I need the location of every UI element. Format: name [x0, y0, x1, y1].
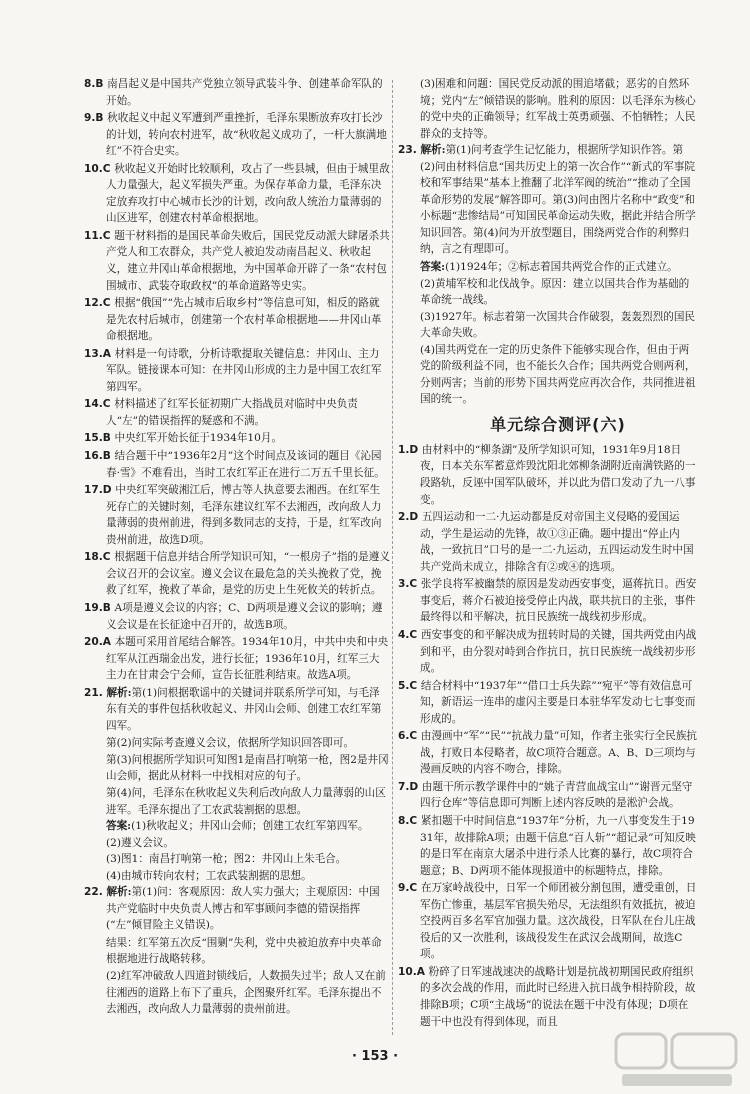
item-number: 8.C	[398, 814, 421, 827]
answer-continuation	[398, 342, 698, 408]
item-text: 张学良将军被幽禁的原因是发动西安事变，逼蒋抗日。西安事变后，蒋介石被迫接受停止内战，联共抗日的主张，事件最终得以和平解决，抗日民族统一战线初步形成。	[420, 578, 697, 624]
answer-continuation	[84, 735, 390, 752]
answer-item	[84, 482, 390, 548]
item-text: 根据“俄国”“先占城市后取乡村”等信息可知，相反的路就是先农村后城市，创建第一个农村革命根据地——井冈山革命根据地。	[106, 297, 382, 343]
item-number: 7.D	[398, 780, 422, 793]
answer-item	[84, 634, 390, 684]
item-text: 结合题干中“1936年2月”这个时间点及该词的题目《沁园春·雪》不难看出，当时工农红军正在进行二万五千里长征。	[106, 450, 385, 479]
item-number: 20.A	[84, 636, 115, 649]
item-text: 南昌起义是中国共产党独立领导武装斗争、创建革命军队的开始。	[106, 78, 383, 107]
answer-item	[84, 884, 390, 934]
item-number: 12.C	[84, 297, 115, 310]
answer-continuation	[84, 818, 390, 835]
item-number: 10.C	[84, 162, 115, 175]
item-text: 中央红军突破湘江后，博古等人执意要去湘西。在红军生死存亡的关键时刻，毛泽东建议红军不去湘西，改向敌人力量薄弱的贵州前进，得到多数同志的支持，于是，红军改向贵州前进，故选D项。	[106, 484, 382, 546]
item-number: 13.A	[84, 347, 115, 360]
item-number: 1.D	[398, 443, 422, 456]
item-text: (2)遵义会议。	[106, 836, 174, 849]
item-text: 第(1)问考查学生记忆能力，根据所学知识作答。第(2)问由材料信息“国共历史上的第一次合作”“新式的军事院校和军事结果”基本上推翻了北洋军阀的统治”“推动了全国革命形势的发展”解答即可。第(3)问由图片名称中“政变”和小标题“悲惨结局”可知国民革命运动失败，据此并结合所学知识回答。第(4)问为开放型题目，围绕两党合作的利弊归纳，言之有理即可。	[420, 144, 696, 256]
answer-item	[84, 346, 390, 396]
item-text: (3)图1：南昌打响第一枪；图2：井冈山上朱毛合。	[106, 853, 347, 866]
page-number: · 153 ·	[351, 1049, 399, 1064]
answer-continuation	[84, 851, 390, 868]
answer-continuation	[84, 835, 390, 852]
item-number: 3.C	[398, 578, 421, 591]
item-number: 16.B	[84, 450, 115, 463]
item-text: 材料描述了红军长征初期广大指战员对临时中央负责人“左”的错误指挥的疑惑和不满。	[106, 398, 358, 427]
item-label: 解析:	[106, 886, 132, 899]
watermark-logo-icon	[612, 1030, 742, 1090]
section-title: 单元综合测评(六)	[490, 414, 626, 434]
column-divider	[392, 80, 393, 1035]
item-text: 秋收起义中起义军遭到严重挫折，毛泽东果断放弃攻打长沙的计划，转向农村进军，故“秋收起义成功了，一杆大旗满地红”不符合史实。	[106, 112, 387, 158]
answer-label: 答案:	[420, 261, 446, 274]
answer-continuation	[84, 935, 390, 968]
answer-item	[398, 142, 698, 258]
answer-item	[398, 964, 698, 1030]
answer-item	[84, 600, 390, 633]
item-label: 解析:	[420, 144, 446, 157]
item-text: 在万家岭战役中，日军一个师团被分割包围，遭受重创，日军伤亡惨重，基层军官损失殆尽，无法组织有效抵抗，被迫空投两百多名军官加强力量。这次战役，日军队在台儿庄战役后的又一次胜利，该战役发生在武汉会战期间，故选C项。	[420, 882, 697, 961]
answer-item	[398, 442, 698, 508]
right-column-bottom	[398, 442, 698, 1030]
item-number: 22.	[84, 886, 107, 899]
item-text: 第(3)问根据所学知识可知图1是南昌打响第一枪，图2是井冈山会师，据此从材料一中找相对应的句子。	[106, 753, 389, 783]
answer-item	[84, 228, 390, 294]
item-text: (3)困难和问题：国民党反动派的围追堵截；恶劣的自然环境；党内“左”倾错误的影响。胜利的原因：以毛泽东为核心的党中央的正确领导；红军战士英勇顽强、不怕牺牲；人民群众的支持等。	[420, 78, 696, 140]
answer-continuation	[84, 752, 390, 785]
item-text: (2)红军冲破敌人四道封锁线后，人数损失过半；敌人又在前往湘西的道路上布下了重兵，企图聚歼红军。毛泽东提出不去湘西，改向敌人力量薄弱的贵州前进。	[106, 969, 386, 1016]
answer-item	[398, 627, 698, 677]
answer-item	[84, 430, 390, 447]
answer-continuation	[398, 76, 698, 142]
answer-item	[84, 76, 390, 109]
item-text: 材料是一句诗歌，分析诗歌提取关键信息：井冈山、主力军队。链接课本可知：在井冈山形成的主力是中国工农红军第四军。	[106, 347, 382, 393]
item-number: 5.C	[398, 679, 421, 692]
item-text: 五四运动和一二·九运动都是反对帝国主义侵略的爱国运动，学生是运动的先锋，故①③正确。题中提出“停止内战，一致抗日”口号的是一二·九运动，五四运动发生时中国共产党尚未成立，排除含有②或④的选项。	[420, 511, 694, 573]
answer-item	[398, 779, 698, 812]
item-text: (4)国共两党在一定的历史条件下能够实现合作，但由于两党的阶级利益不同，也不能长久合作；国共两党合则两利，分则两害；当前的形势下国共两党应再次合作，共同推进祖国的统一。	[420, 343, 696, 406]
item-text: 第(1)问根据歌谣中的关键词并联系所学可知，与毛泽东有关的事件包括秋收起义、井冈山会师、创建工农红军第四军。	[106, 686, 382, 732]
answer-item	[398, 678, 698, 728]
answer-continuation	[84, 868, 390, 885]
item-text: 题干材料指的是国民革命失败后，国民党反动派大肆屠杀共产党人和工农群众，共产党人被迫发动南昌起义、秋收起义，建立井冈山革命根据地，为中国革命开辟了一条“农村包围城市、武装夺取政权”的革命道路等史实。	[106, 229, 390, 292]
item-number: 9.B	[84, 112, 108, 125]
item-text: (2)黄埔军校和北伐战争。原因：建立以国共合作为基础的革命统一战线。	[420, 277, 690, 307]
item-text: 秋收起义开始时比较顺利，攻占了一些县城，但由于城里敌人力量强大，起义军损失严重。为保存革命力量，毛泽东决定放弃攻打中心城市长沙的计划，改向敌人统治力量薄弱的山区进军，创建农村革命根据地。	[106, 162, 390, 225]
item-number: 21.	[84, 686, 107, 699]
answer-continuation	[84, 968, 390, 1018]
answer-item	[84, 295, 390, 345]
item-number: 19.B	[84, 601, 115, 614]
item-number: 9.C	[398, 882, 421, 895]
answer-item	[84, 448, 390, 481]
item-text: 由漫画中“军”“民”“抗战力量”可知，作者主张实行全民族抗战，打败日本侵略者，故C项符合题意。A、B、D三项均与漫画反映的内容不吻合，排除。	[420, 730, 698, 776]
item-text: (1)1924年；②标志着国共两党合作的正式建立。	[445, 261, 678, 274]
item-text: 结合材料中“1937年”“借口士兵失踪”“宛平”等有效信息可知，新语运一连串的虚闪主要是日本驻华军发动七七事变而形成的。	[420, 679, 696, 725]
answer-continuation	[398, 309, 698, 342]
item-text: (4)由城市转向农村；工农武装割据的思想。	[106, 869, 312, 882]
answer-item	[398, 509, 698, 575]
right-column-top	[398, 76, 698, 408]
item-text: 结果：红军第五次反“围剿”失利，党中央被迫放弃中央革命根据地进行战略转移。	[106, 936, 382, 966]
item-text: (3)1927年。标志着第一次国共合作破裂，轰轰烈烈的国民大革命失败。	[420, 310, 696, 340]
item-label: 解析:	[106, 686, 132, 699]
item-number: 17.D	[84, 484, 116, 497]
item-text: 由题干所示教学课件中的“姚子青营血战宝山”“谢晋元坚守四行仓库”等信息即可判断上述内容反映的是淞沪会战。	[420, 780, 693, 810]
item-text: 中央红军开始长征于1934年10月。	[114, 432, 283, 445]
answer-item	[84, 110, 390, 160]
item-number: 6.C	[398, 730, 421, 743]
right-column	[398, 76, 698, 1031]
item-number: 4.C	[398, 628, 421, 641]
item-number: 23.	[398, 144, 421, 157]
item-number: 10.A	[398, 965, 429, 978]
item-number: 2.D	[398, 511, 422, 524]
answer-continuation	[398, 259, 698, 276]
answer-item	[84, 549, 390, 599]
item-text: 由材料中的“柳条湖”及所学知识可知，1931年9月18日夜，日本关东军蓄意炸毁沈阳北郊柳条湖附近南满铁路的一段路轨，反诬中国军队破坏，并以此为借口发动了九一八事变。	[420, 443, 696, 506]
item-text: 西安事变的和平解决成为扭转时局的关键，国共两党由内战到和平，由分裂对峙到合作抗日，抗日民族统一战线初步形成。	[420, 628, 697, 675]
answer-label: 答案:	[106, 820, 132, 833]
left-column	[84, 76, 390, 1018]
item-number: 8.B	[84, 78, 108, 90]
item-text: A项是遵义会议的内容；C、D两项是遵义会议的影响；遵义会议是在长征途中召开的，故选B项。	[106, 601, 383, 631]
item-text: 第(4)问，毛泽东在秋收起义失利后改向敌人力量薄弱的山区进军。毛泽东提出了工农武装割据的思想。	[106, 786, 386, 816]
answer-item	[84, 396, 390, 429]
item-text: 第(2)问实际考查遵义会议，依据所学知识回答即可。	[106, 737, 355, 750]
answer-item	[398, 576, 698, 626]
item-text: 本题可采用首尾结合解答。1934年10月，中共中央和中央红军从江西瑞金出发，进行长征；1936年10月，红军三大主力在甘肃会宁会师，宣告长征胜利结束。故选A项。	[106, 636, 389, 682]
item-number: 14.C	[84, 398, 115, 411]
item-text: 根据题干信息并结合所学知识可知，“一根房子”指的是遵义会议召开的会议室。遵义会议在最危急的关头挽救了党，挽救了红军，挽救了革命，是党的历史上生死攸关的转折点。	[106, 551, 390, 597]
answer-item	[84, 685, 390, 735]
item-number: 15.B	[84, 432, 115, 445]
answer-item	[398, 728, 698, 778]
item-text: 第(1)问：客观原因：敌人实力强大；主观原因：中国共产党临时中央负责人博古和军事顾问李德的错误指挥(“左”倾冒险主义错误)。	[106, 886, 380, 932]
item-number: 11.C	[84, 229, 115, 242]
item-text: 粉碎了日军速战速决的战略计划是抗战初期国民政府组织的多次会战的作用，而此时已经进入抗日战争相持阶段，故排除B项；C项“主战场”的说法在题干中没有体现；D项在题干中也没有得到体现，而且	[420, 965, 696, 1028]
answer-item	[398, 880, 698, 963]
answer-item	[84, 161, 390, 227]
answer-item	[398, 813, 698, 879]
item-text: (1)秋收起义；井冈山会师；创建工农红军第四军。	[131, 820, 369, 833]
item-text: 紧扣题干中时间信息“1937年”分析，九一八事变发生于1931年，故排除A项；由题干信息“百人斩”“超记录”可知反映的是日军在南京大屠杀中进行杀人比赛的暴行，故C项符合题意；B、D两项不能体现报道中的标题特点，排除。	[420, 814, 696, 877]
answer-continuation	[398, 276, 698, 309]
item-number: 18.C	[84, 551, 115, 564]
answer-continuation	[84, 785, 390, 818]
